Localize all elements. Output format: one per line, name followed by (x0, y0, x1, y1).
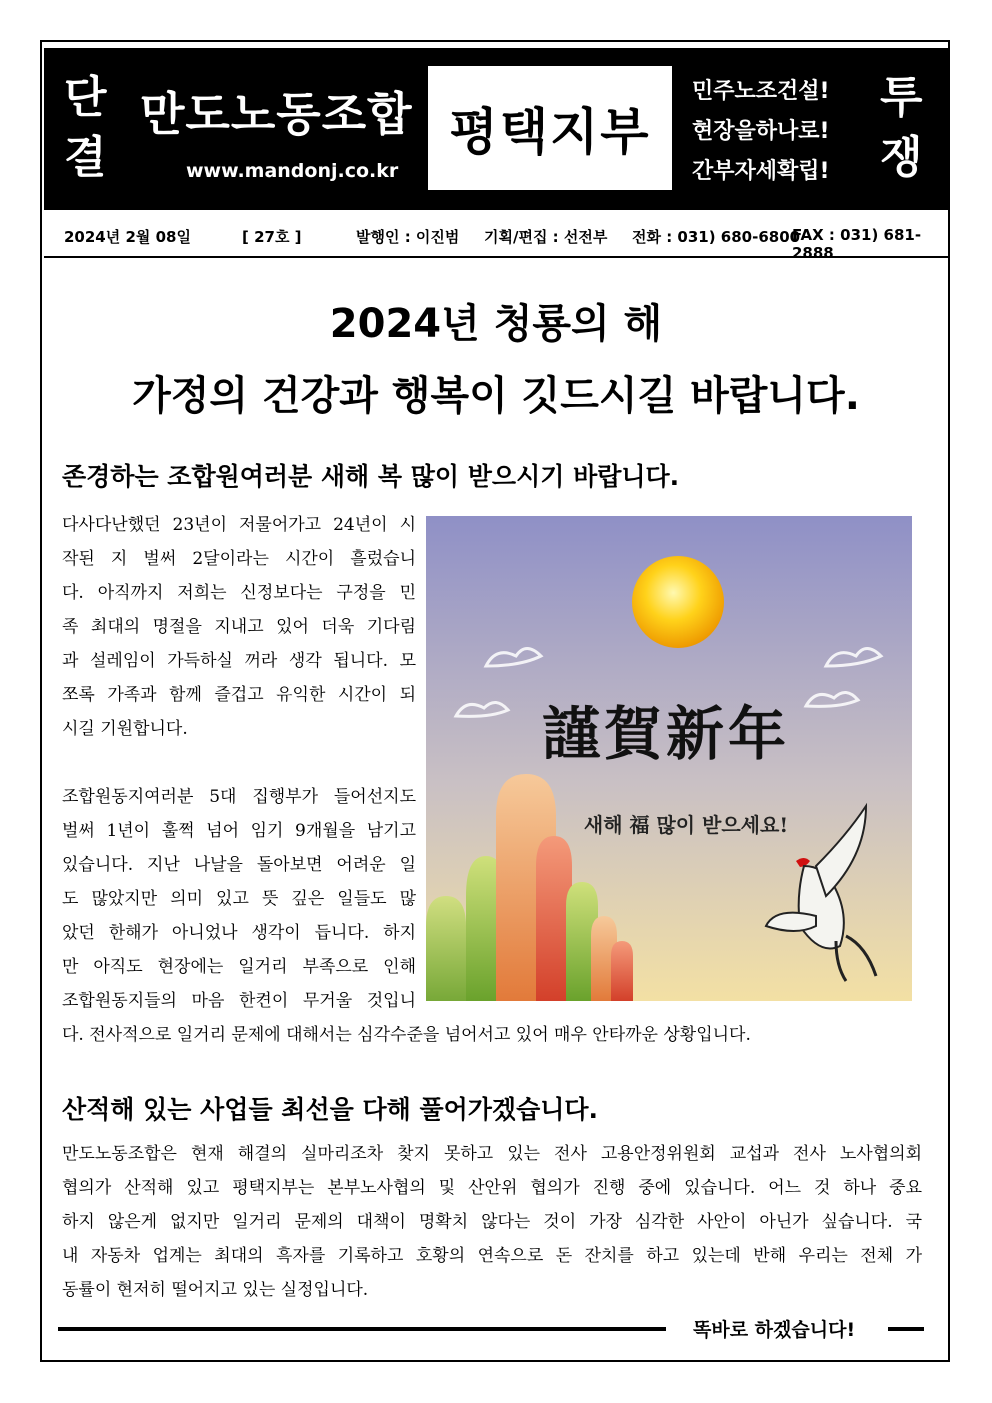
text-line: 다. 아직까지 저희는 신정보다는 구정을 민 (62, 583, 416, 603)
sun-icon (632, 556, 724, 648)
slogan-3: 간부자세확립! (692, 159, 830, 184)
headline-line-1: 2024년 청룡의 해 (329, 301, 663, 347)
section1-paragraph-1 (62, 508, 416, 746)
issue-date: 2024년 2월 08일 (64, 228, 191, 246)
text-line: 동률이 현저히 떨어지고 있는 실정입니다. (62, 1280, 369, 1300)
headline-line-2: 가정의 건강과 행복이 깃드시길 바랍니다. (132, 373, 860, 419)
text-line: 하지 않은게 없지만 일거리 문제의 대책이 명확치 않다는 것이 가장 심각한 사안이 아닌가 싶습니다. 국 (62, 1212, 922, 1232)
hanja-greeting: 謹賀新年 (541, 700, 791, 768)
masthead-right-char-2: 쟁 (880, 132, 923, 183)
text-line: 있습니다. 지난 나날을 돌아보면 어려운 일 (62, 855, 416, 875)
info-bar (44, 212, 948, 262)
text-line: 협의가 산적해 있고 평택지부는 본부노사협의 및 산안위 협의가 진행 중에 있습니다. 어느 것 하나 중요 (62, 1178, 922, 1198)
fax: FAX : 031) 681-2888 (792, 226, 922, 262)
text-line: 작된 지 벌써 2달이라는 시간이 흘렀습니 (62, 549, 416, 569)
branch-name: 평택지부 (449, 103, 651, 161)
text-line: 만도노동조합은 현재 해결의 실마리조차 찾지 못하고 있는 전사 고용안정위원회 교섭과 전사 노사협의회 (62, 1144, 922, 1164)
phone: 전화 : 031) 680-6800 (632, 228, 801, 246)
masthead-right-char-1: 투 (880, 72, 923, 123)
issue-number: [ 27호 ] (242, 228, 302, 246)
text-line: 족 최대의 명절을 지내고 있어 더욱 기다림 (62, 617, 416, 637)
text-line: 다사다난했던 23년이 저물어가고 24년이 시 (62, 515, 416, 535)
section1-paragraph-2-end: 다. 전사적으로 일거리 문제에 대해서는 심각수준을 넘어서고 있어 매우 안타까운 상황입니다. (62, 1025, 751, 1045)
image-greeting: 새해 福 많이 받으세요! (583, 813, 789, 837)
text-line: 만 아직도 현장에는 일거리 부족으로 인해 (62, 957, 416, 977)
text-line: 시길 기원합니다. (62, 719, 188, 739)
text-line: 조합원동지들의 마음 한켠이 무거울 것입니 (62, 991, 416, 1011)
editor: 기획/편집 : 선전부 (484, 228, 608, 246)
text-line: 조합원동지여러분 5대 집행부가 들어선지도 (62, 787, 416, 807)
branch-box (428, 66, 672, 190)
text-line: 쪼록 가족과 함께 즐겁고 유익한 시간이 되 (62, 685, 416, 705)
union-name: 만도노동조합 (140, 87, 413, 141)
masthead-left-char-1: 단 (64, 72, 107, 123)
section1-heading: 존경하는 조합원여러분 새해 복 많이 받으시기 바랍니다. (62, 462, 680, 491)
footer-rule-left (58, 1327, 666, 1331)
new-year-illustration (426, 516, 912, 1001)
footer-motto: 똑바로 하겠습니다! (693, 1319, 856, 1341)
text-line: 았던 한해가 아니었나 생각이 듭니다. 하지 (62, 923, 416, 943)
text-line: 도 많았지만 의미 있고 뜻 깊은 일들도 많 (62, 889, 416, 909)
section2-heading: 산적해 있는 사업들 최선을 다해 풀어가겠습니다. (62, 1095, 599, 1124)
publisher: 발행인 : 이진범 (356, 228, 460, 246)
footer-rule-right (888, 1327, 924, 1331)
masthead-left-char-2: 결 (64, 132, 107, 183)
text-line: 과 설레임이 가득하실 꺼라 생각 됩니다. 모 (62, 651, 416, 671)
text-line: 벌써 1년이 훌쩍 넘어 임기 9개월을 남기고 (62, 821, 416, 841)
slogan-1: 민주노조건설! (692, 79, 830, 104)
union-url[interactable]: www.mandonj.co.kr (186, 160, 399, 182)
section2-paragraph (62, 1137, 922, 1307)
slogan-2: 현장을하나로! (692, 119, 830, 144)
text-line: 내 자동차 업계는 최대의 흑자를 기록하고 호황의 연속으로 돈 잔치를 하고 있는데 반해 우리는 전체 가 (62, 1246, 922, 1266)
section1-paragraph-2 (62, 780, 416, 1018)
